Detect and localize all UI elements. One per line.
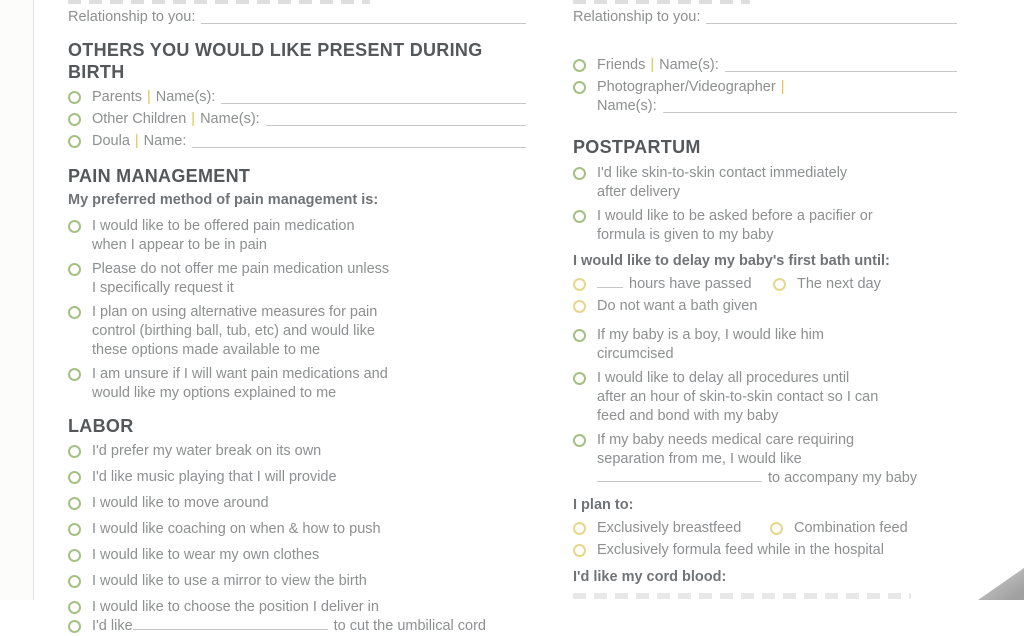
- text-line: [597, 164, 957, 183]
- text-line: [92, 88, 526, 107]
- option-row: [68, 468, 526, 487]
- option-row: [68, 520, 526, 539]
- label-text: Name(s):: [659, 57, 719, 73]
- text-line: [597, 207, 957, 226]
- pipe-separator: |: [146, 89, 151, 105]
- text-line: [92, 110, 526, 129]
- label-text: Photographer/Videographer: [597, 79, 776, 95]
- radio-button[interactable]: [68, 549, 81, 562]
- option-row: [573, 431, 957, 488]
- label-text: Name(s):: [597, 98, 657, 114]
- text-line: [92, 303, 526, 322]
- page-left-edge: [0, 0, 34, 600]
- label-text: I would like to use a mirror to view the birth: [92, 573, 367, 589]
- label-text: Name(s):: [200, 111, 260, 127]
- label-text: after an hour of skin-to-skin contact so I can: [597, 389, 879, 405]
- option-row: [68, 132, 526, 151]
- option-row: [573, 207, 957, 245]
- text-line: [597, 183, 957, 202]
- radio-button[interactable]: [573, 278, 586, 291]
- pipe-separator: |: [134, 133, 139, 149]
- radio-button[interactable]: [68, 91, 81, 104]
- text-line: [597, 78, 957, 97]
- radio-button[interactable]: [773, 278, 786, 291]
- label-text: would like my options explained to me: [92, 385, 337, 401]
- label-text: to accompany my baby: [768, 470, 918, 486]
- label-text: If my baby needs medical care requiring: [597, 432, 855, 448]
- radio-button[interactable]: [770, 522, 783, 535]
- text-line: [92, 341, 526, 360]
- page-corner-fold-icon: [978, 568, 1024, 600]
- label-text: I would like to wear my own clothes: [92, 547, 320, 563]
- text-line: [92, 322, 526, 341]
- label-text: Exclusively formula feed while in the hospital: [597, 542, 884, 558]
- right-column: [573, 0, 957, 599]
- option-row: [68, 365, 526, 403]
- label-text: Relationship to you:: [573, 9, 701, 25]
- label-text: I would like to be offered pain medication: [92, 218, 355, 234]
- radio-button[interactable]: [573, 81, 586, 94]
- text-line: [597, 369, 957, 388]
- section-heading: OTHERS YOU WOULD LIKE PRESENT DURING BIRTH: [68, 40, 483, 82]
- option-row: [68, 546, 526, 565]
- text-line: [597, 345, 957, 364]
- option-item: [773, 275, 881, 294]
- option-row: [68, 217, 526, 255]
- text-line: [92, 260, 526, 279]
- clipped-text-remnant: [573, 0, 750, 4]
- text-line: [92, 546, 526, 565]
- option-row: [68, 442, 526, 461]
- radio-button[interactable]: [573, 544, 586, 557]
- radio-button[interactable]: [68, 575, 81, 588]
- text-line: [597, 226, 957, 245]
- text-line: [573, 8, 957, 27]
- option-item: [573, 519, 741, 538]
- label-text: hours have passed: [629, 276, 752, 292]
- pipe-separator: |: [780, 79, 785, 95]
- label-text: I'd like skin-to-skin contact immediately: [597, 165, 848, 181]
- blank-line[interactable]: [597, 478, 762, 482]
- option-row: [68, 110, 526, 129]
- radio-button[interactable]: [573, 167, 586, 180]
- option-row: [573, 164, 957, 202]
- fill-in-line[interactable]: [192, 147, 526, 148]
- fill-in-line[interactable]: [663, 112, 957, 113]
- radio-button[interactable]: [68, 445, 81, 458]
- radio-button[interactable]: [68, 471, 81, 484]
- option-row: [68, 88, 526, 107]
- label-text: I'd like music playing that I will provide: [92, 469, 337, 485]
- fill-in-line[interactable]: [706, 23, 957, 24]
- label-text: Parents: [92, 89, 142, 105]
- option-row: [68, 572, 526, 591]
- text-line: [597, 388, 957, 407]
- clipped-text-remnant: [68, 0, 370, 4]
- text-line: [92, 572, 526, 591]
- option-row: [68, 494, 526, 513]
- fill-in-row: [68, 8, 526, 27]
- text-line: [597, 297, 957, 316]
- text-line: [597, 541, 957, 560]
- clipped-text-remnant: [573, 593, 911, 599]
- text-line: [597, 450, 957, 469]
- text-line: [92, 384, 526, 403]
- sub-heading: I plan to:: [573, 497, 634, 513]
- label-text: I would like to delay all procedures until: [597, 370, 850, 386]
- text-line: [92, 494, 526, 513]
- radio-button[interactable]: [68, 620, 81, 633]
- label-text: Exclusively breastfeed: [597, 520, 742, 536]
- section-heading: LABOR: [68, 416, 134, 436]
- option-row: [573, 78, 957, 116]
- text-line: [597, 56, 957, 75]
- label-text: I am unsure if I will want pain medications and: [92, 366, 388, 382]
- text-line: [597, 407, 957, 426]
- radio-button[interactable]: [68, 601, 81, 614]
- radio-button[interactable]: [68, 135, 81, 148]
- radio-button[interactable]: [573, 372, 586, 385]
- text-line: [92, 217, 526, 236]
- label-text: separation from me, I would like: [597, 451, 802, 467]
- radio-button[interactable]: [573, 210, 586, 223]
- radio-button[interactable]: [68, 497, 81, 510]
- label-text: I'd prefer my water break on its own: [92, 443, 322, 459]
- label-text: Doula: [92, 133, 130, 149]
- fill-in-line[interactable]: [725, 71, 957, 72]
- label-text: Please do not offer me pain medication unless: [92, 261, 390, 277]
- text-line: [597, 469, 957, 488]
- fill-in-row: [573, 8, 957, 27]
- label-text: feed and bond with my baby: [597, 408, 779, 424]
- label-text: Name:: [143, 133, 187, 149]
- fill-in-line[interactable]: [201, 23, 526, 24]
- text-line: [597, 97, 957, 116]
- pipe-separator: |: [650, 57, 655, 73]
- option-row: [573, 297, 957, 316]
- section-heading: POSTPARTUM: [573, 137, 701, 157]
- label-text: to cut the umbilical cord: [333, 618, 486, 634]
- text-line: [92, 236, 526, 255]
- label-text: I would like to be asked before a pacifier or: [597, 208, 873, 224]
- sub-heading: My preferred method of pain management is:: [68, 192, 379, 208]
- label-text: I plan on using alternative measures for pain: [92, 304, 378, 320]
- fill-in-line[interactable]: [266, 125, 526, 126]
- text-line: [92, 598, 526, 617]
- text-line: [92, 617, 526, 636]
- option-row: [573, 56, 957, 75]
- text-line: [92, 132, 526, 151]
- option-row: [68, 617, 526, 636]
- label-text: circumcised: [597, 346, 674, 362]
- radio-button[interactable]: [68, 263, 81, 276]
- option-row: [573, 541, 957, 560]
- section-heading: PAIN MANAGEMENT: [68, 166, 251, 186]
- label-text: control (birthing ball, tub, etc) and would like: [92, 323, 375, 339]
- option-row: [573, 326, 957, 364]
- option-row: [68, 260, 526, 298]
- option-pair-row: [573, 519, 957, 538]
- radio-button[interactable]: [573, 59, 586, 72]
- label-text: these options made available to me: [92, 342, 321, 358]
- text-line: [92, 279, 526, 298]
- radio-button[interactable]: [573, 300, 586, 313]
- radio-button[interactable]: [573, 434, 586, 447]
- option-item: [573, 275, 752, 294]
- label-text: I would like to choose the position I deliver in: [92, 599, 379, 615]
- sub-heading: I'd like my cord blood:: [573, 569, 727, 585]
- label-text: when I appear to be in pain: [92, 237, 267, 253]
- label-text: Relationship to you:: [68, 9, 196, 25]
- text-line: [597, 431, 957, 450]
- label-text: Do not want a bath given: [597, 298, 758, 314]
- text-line: [92, 442, 526, 461]
- label-text: formula is given to my baby: [597, 227, 774, 243]
- label-text: I specifically request it: [92, 280, 234, 296]
- option-row: [68, 303, 526, 360]
- label-text: Other Children: [92, 111, 187, 127]
- option-row: [573, 369, 957, 426]
- text-line: [92, 468, 526, 487]
- label-text: Combination feed: [794, 520, 908, 536]
- option-pair-row: [573, 275, 957, 294]
- blank-line[interactable]: [597, 284, 623, 288]
- label-text: Name(s):: [155, 89, 216, 105]
- label-text: If my baby is a boy, I would like him: [597, 327, 824, 343]
- fill-in-line[interactable]: [221, 103, 526, 104]
- text-line: [597, 326, 957, 345]
- label-text: The next day: [797, 276, 881, 292]
- radio-button[interactable]: [573, 329, 586, 342]
- label-text: I would like to move around: [92, 495, 269, 511]
- radio-button[interactable]: [68, 306, 81, 319]
- text-line: [92, 520, 526, 539]
- radio-button[interactable]: [68, 220, 81, 233]
- pipe-separator: |: [191, 111, 196, 127]
- radio-button[interactable]: [68, 523, 81, 536]
- option-row: [68, 598, 526, 617]
- text-line: [68, 8, 526, 27]
- sub-heading: I would like to delay my baby's first bath until:: [573, 253, 890, 269]
- label-text: I would like coaching on when & how to push: [92, 521, 381, 537]
- blank-line[interactable]: [133, 626, 328, 630]
- text-line: [92, 365, 526, 384]
- radio-button[interactable]: [68, 368, 81, 381]
- radio-button[interactable]: [573, 522, 586, 535]
- label-text: Friends: [597, 57, 646, 73]
- label-text: after delivery: [597, 184, 681, 200]
- left-column: [68, 0, 526, 636]
- radio-button[interactable]: [68, 113, 81, 126]
- option-item: [770, 519, 908, 538]
- label-text: I'd like: [92, 618, 133, 634]
